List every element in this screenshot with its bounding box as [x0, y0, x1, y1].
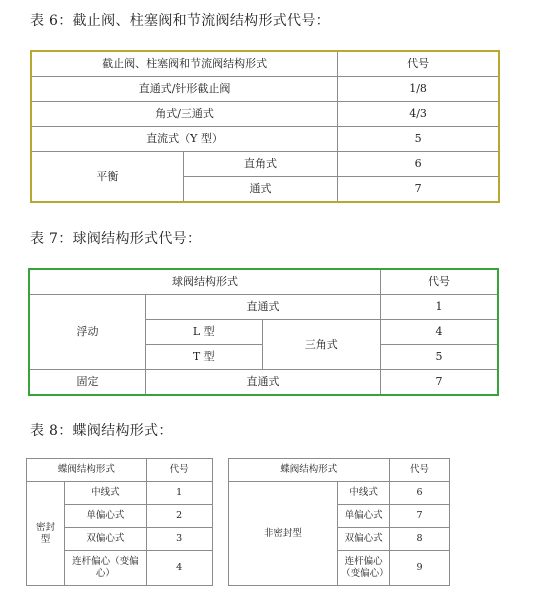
table6-form: 直角式: [183, 152, 337, 177]
table6-code: 1/8: [338, 77, 499, 102]
table8-left-code: 1: [146, 482, 212, 505]
table8-left-header-form: 蝶阀结构形式: [27, 459, 147, 482]
table7-three-way: 三角式: [262, 320, 380, 370]
table8-left-code: 2: [146, 505, 212, 528]
table6: [30, 50, 500, 203]
table-row: [27, 482, 450, 505]
table-row: [31, 127, 499, 152]
table7: [28, 268, 499, 396]
table7-form: L 型: [146, 320, 263, 345]
table6-code: 5: [338, 127, 499, 152]
table8-left-form: 中线式: [64, 482, 146, 505]
table7-heading: 表 7：球阀结构形式代号：: [30, 231, 202, 247]
table-row: [27, 459, 450, 482]
table6-form: 角式/三通式: [31, 102, 338, 127]
table8-heading: 表 8：蝶阀结构形式：: [30, 423, 173, 439]
table-row: [29, 370, 498, 396]
table7-header-form: 球阀结构形式: [29, 269, 380, 295]
table6-form: 直通式/针形截止阀: [31, 77, 338, 102]
table-row: [29, 295, 498, 320]
table7-code: 5: [380, 345, 498, 370]
table7-form: T 型: [146, 345, 263, 370]
table7-code: 7: [380, 370, 498, 396]
table6-group-label: 平衡: [31, 152, 183, 203]
table7-header-code: 代号: [380, 269, 498, 295]
table8-right-code: 7: [390, 505, 450, 528]
table8-right-code: 8: [390, 528, 450, 551]
table7-code: 1: [380, 295, 498, 320]
table6-form: 直流式（Y 型）: [31, 127, 338, 152]
table-row: [31, 152, 499, 177]
table8-right-code: 6: [390, 482, 450, 505]
table8-left-form: 双偏心式: [64, 528, 146, 551]
table7-float-label: 浮动: [29, 295, 146, 370]
table-row: [29, 269, 498, 295]
table-row: [31, 102, 499, 127]
table7-form: 直通式: [146, 370, 381, 396]
table-row: [31, 77, 499, 102]
table6-code: 7: [338, 177, 499, 203]
table8: [26, 458, 450, 586]
table8-right-code: 9: [390, 551, 450, 586]
table8-left-form: 连杆偏心（变偏心）: [64, 551, 146, 586]
table7-code: 4: [380, 320, 498, 345]
table8-left-header-code: 代号: [146, 459, 212, 482]
table6-form: 通式: [183, 177, 337, 203]
table8-right-header-form: 蝶阀结构形式: [228, 459, 390, 482]
table8-left-form: 单偏心式: [64, 505, 146, 528]
table8-left-group: 密封型: [27, 482, 65, 586]
table8-right-group: 非密封型: [228, 482, 338, 586]
table8-right-form: 双偏心式: [338, 528, 390, 551]
table6-heading: 表 6：截止阀、柱塞阀和节流阀结构形式代号：: [30, 13, 330, 29]
table7-fixed-label: 固定: [29, 370, 146, 396]
table8-gap: [212, 459, 228, 586]
table8-right-form: 中线式: [338, 482, 390, 505]
table6-code: 6: [338, 152, 499, 177]
table8-left-code: 3: [146, 528, 212, 551]
table8-right-form: 单偏心式: [338, 505, 390, 528]
table6-header-code: 代号: [338, 51, 499, 77]
table8-left-code: 4: [146, 551, 212, 586]
table8-right-form: 连杆偏心（变偏心）: [338, 551, 390, 586]
table6-code: 4/3: [338, 102, 499, 127]
table8-right-header-code: 代号: [390, 459, 450, 482]
table6-header-form: 截止阀、柱塞阀和节流阀结构形式: [31, 51, 338, 77]
table-row: [31, 51, 499, 77]
table7-form: 直通式: [146, 295, 381, 320]
